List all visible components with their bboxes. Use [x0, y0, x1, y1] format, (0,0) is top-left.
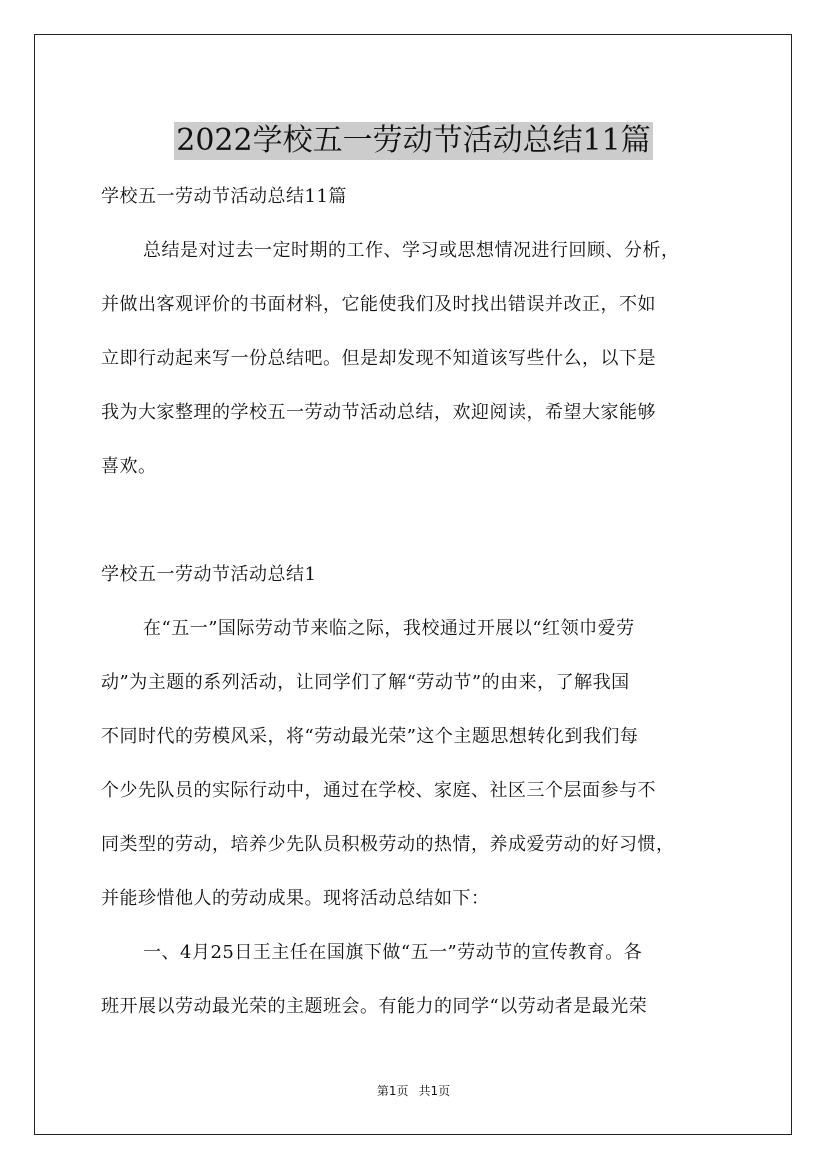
intro-line: 立即行动起来写一份总结吧。但是却发现不知道该写些什么，以下是 [101, 348, 656, 369]
paragraph-line: 班开展以劳动最光荣的主题班会。有能力的同学“以劳动者是最光荣 [101, 996, 648, 1017]
paragraph-line: 同类型的劳动，培养少先队员积极劳动的热情，养成爱劳动的好习惯， [101, 834, 675, 855]
body-paragraph-1 [101, 602, 751, 926]
document-subtitle: 学校五一劳动节活动总结11篇 [101, 186, 347, 207]
paragraph-line: 并能珍惜他人的劳动成果。现将活动总结如下： [101, 888, 490, 909]
intro-line: 喜欢。 [101, 456, 157, 477]
page-number: 第1页 [376, 1084, 409, 1098]
intro-line: 并做出客观评价的书面材料，它能使我们及时找出错误并改正，不如 [101, 294, 656, 315]
intro-paragraph [101, 224, 751, 494]
paragraph-gap [101, 494, 751, 548]
body-paragraph-2 [101, 926, 751, 1034]
paragraph-line: 一、4月25日王主任在国旗下做“五一”劳动节的宣传教育。各 [143, 942, 643, 963]
page-footer [0, 1082, 827, 1099]
paragraph-line: 动”为主题的系列活动，让同学们了解“劳动节”的由来，了解我国 [101, 672, 630, 693]
document-title: 2022学校五一劳动节活动总结11篇 [176, 123, 651, 159]
paragraph-line: 个少先队员的实际行动中，通过在学校、家庭、社区三个层面参与不 [101, 780, 656, 801]
paragraph-line: 在“五一”国际劳动节来临之际，我校通过开展以“红领巾爱劳 [143, 618, 635, 639]
intro-line: 我为大家整理的学校五一劳动节活动总结，欢迎阅读，希望大家能够 [101, 402, 656, 423]
intro-line: 总结是对过去一定时期的工作、学习或思想情况进行回顾、分析， [143, 240, 680, 261]
document-body [101, 170, 751, 1034]
paragraph-line: 不同时代的劳模风采，将“劳动最光荣”这个主题思想转化到我们每 [101, 726, 639, 747]
section-heading: 学校五一劳动节活动总结1 [101, 564, 317, 585]
title-container [0, 102, 827, 180]
page-total: 共1页 [418, 1084, 451, 1098]
